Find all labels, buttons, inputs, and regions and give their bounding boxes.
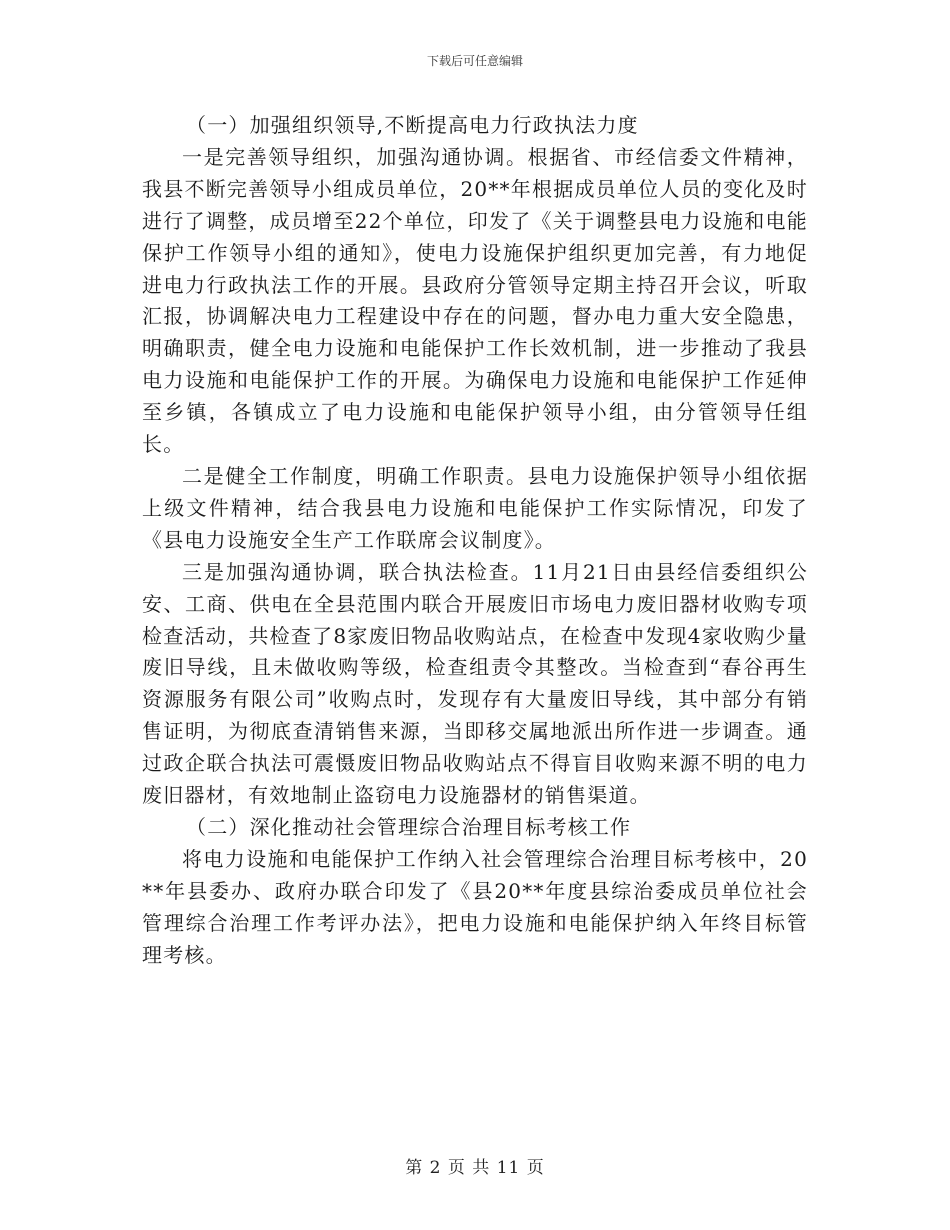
- paragraph-system: 二是健全工作制度，明确工作职责。县电力设施保护领导小组依据上级文件精神，结合我县电力设施和电能保护工作实际情况，印发了《县电力设施安全生产工作联席会议制度》。: [142, 463, 808, 552]
- document-body: [142, 110, 808, 971]
- section-heading-2: （二）深化推动社会管理综合治理目标考核工作: [186, 814, 632, 839]
- page-footer: 第 2 页 共 11 页: [405, 1158, 545, 1178]
- paragraph-leadership: 一是完善领导组织，加强沟通协调。根据省、市经信委文件精神，我县不断完善领导小组成员单位，20**年根据成员单位人员的变化及时进行了调整，成员增至22个单位，印发了《关于调整县电力设施和电能保护工作领导小组的通知》，使电力设施保护组织更加完善，有力地促进电力行政执法工作的开展。县政府分管领导定期主持召开会议，听取汇报，协调解决电力工程建设中存在的问题，督办电力重大安全隐患，明确职责，健全电力设施和电能保护工作长效机制，进一步推动了我县电力设施和电能保护工作的开展。为确保电力设施和电能保护工作延伸至乡镇，各镇成立了电力设施和电能保护领导小组，由分管领导任组长。: [142, 144, 808, 457]
- paragraph-inspection: 三是加强沟通协调，联合执法检查。11月21日由县经信委组织公安、工商、供电在全县范围内联合开展废旧市场电力废旧器材收购专项检查活动，共检查了8家废旧物品收购站点，在检查中发现4家收购少量废旧导线，且未做收购等级，检查组责令其整改。当检查到“春谷再生资源服务有限公司”收购点时，发现存有大量废旧导线，其中部分有销售证明，为彻底查清销售来源，当即移交属地派出所作进一步调查。通过政企联合执法可震慑废旧物品收购站点不得盲目收购来源不明的电力废旧器材，有效地制止盗窃电力设施器材的销售渠道。: [142, 559, 808, 808]
- section-heading-1: （一）加强组织领导,不断提高电力行政执法力度: [186, 113, 639, 137]
- paragraph-assessment: 将电力设施和电能保护工作纳入社会管理综合治理目标考核中，20**年县委办、政府办联合印发了《县20**年度县综治委成员单位社会管理综合治理工作考评办法》，把电力设施和电能保护纳入年终目标管理考核。: [142, 846, 808, 967]
- page-header: 下载后可任意编辑: [426, 54, 523, 68]
